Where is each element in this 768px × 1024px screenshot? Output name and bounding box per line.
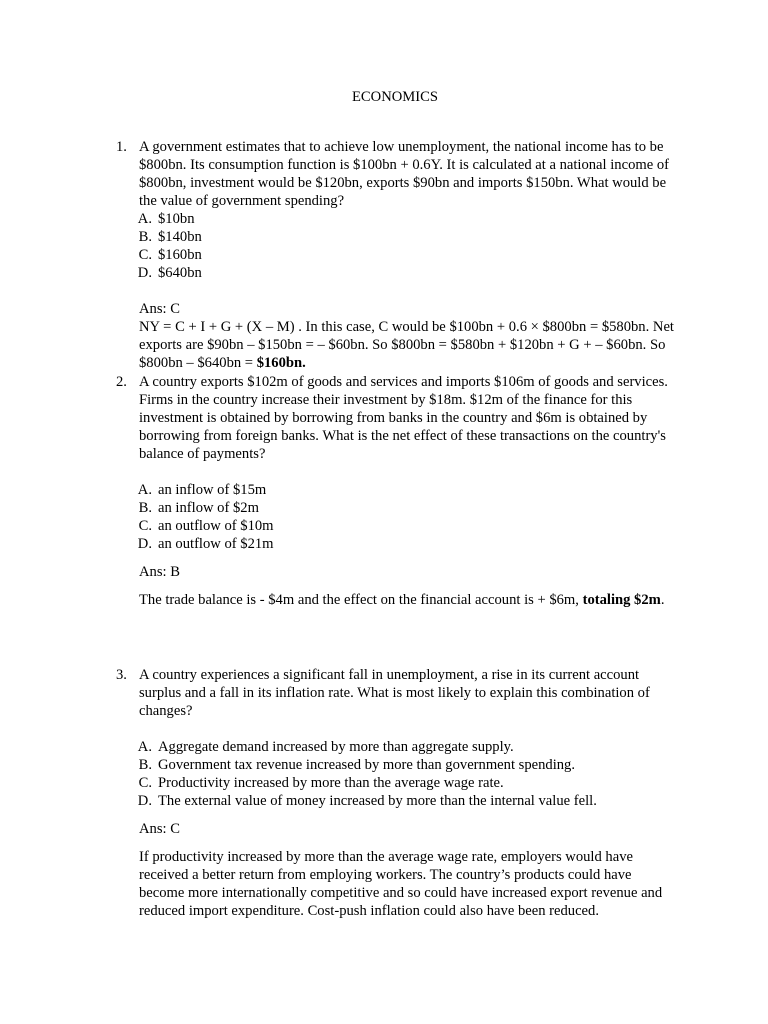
question-number: 2. (116, 374, 127, 390)
explanation: The trade balance is - $4m and the effect on the financial account is + $6m, totaling $2m. (139, 592, 665, 608)
question-text: A country exports $102m of goods and services and imports $106m of goods and services. Firms in the country increase their investment by $18m. $12m of the finance for this investment is obtained by borrowing from banks in the country and $6m is obtained by borrowing from foreign banks. What is the net effect of these transactions on the country's balance of payments? (139, 374, 668, 462)
question-text: A government estimates that to achieve low unemployment, the national income has to be $800bn. Its consumption function is $100bn + 0.6Y. It is calculated at a national income of $800bn, investment would be $120bn, exports $90bn and imports $150bn. What would be the value of government spending? (139, 139, 669, 209)
options-list (116, 481, 676, 553)
option-a: A. an inflow of $15m (137, 482, 267, 498)
question-text: A country experiences a significant fall in unemployment, a rise in its current account surplus and a fall in its inflation rate. What is most likely to explain this combination of changes? (139, 667, 650, 719)
option-b: B. $140bn (138, 229, 202, 245)
options-list (116, 210, 676, 282)
option-c: C. an outflow of $10m (138, 518, 274, 534)
question-number: 3. (116, 667, 127, 683)
option-b: B. an inflow of $2m (138, 500, 259, 516)
option-a: A. Aggregate demand increased by more than aggregate supply. (137, 739, 514, 755)
question-1 (116, 138, 676, 372)
explanation: If productivity increased by more than the average wage rate, employers would have received a better return from employing workers. The country’s products could have become more internationally competitive and so could have increased export revenue and reduced import expenditure. Cost-push inflation could also have been reduced. (139, 849, 663, 919)
option-c: C. $160bn (138, 247, 202, 263)
option-c: C. Productivity increased by more than the average wage rate. (138, 775, 504, 791)
page-title: ECONOMICS (352, 89, 438, 105)
answer: Ans: C (139, 821, 180, 837)
explanation: NY = C + I + G + (X – M) . In this case, C would be $100bn + 0.6 × $800bn = $580bn. Net exports are $90bn – $150bn = – $60bn. So $800bn = $580bn + $120bn + G + – $60bn. So $800bn – $640bn = $160bn. (139, 319, 674, 371)
option-d: D. $640bn (137, 265, 202, 281)
question-3 (116, 666, 676, 920)
option-a: A. $10bn (137, 211, 195, 227)
question-number: 1. (116, 139, 127, 155)
option-d: D. an outflow of $21m (137, 536, 274, 552)
question-2 (116, 373, 676, 609)
option-d: D. The external value of money increased by more than the internal value fell. (137, 793, 597, 809)
answer: Ans: C (139, 301, 180, 317)
options-list (116, 738, 676, 810)
option-b: B. Government tax revenue increased by more than government spending. (138, 757, 575, 773)
answer: Ans: B (139, 564, 180, 580)
